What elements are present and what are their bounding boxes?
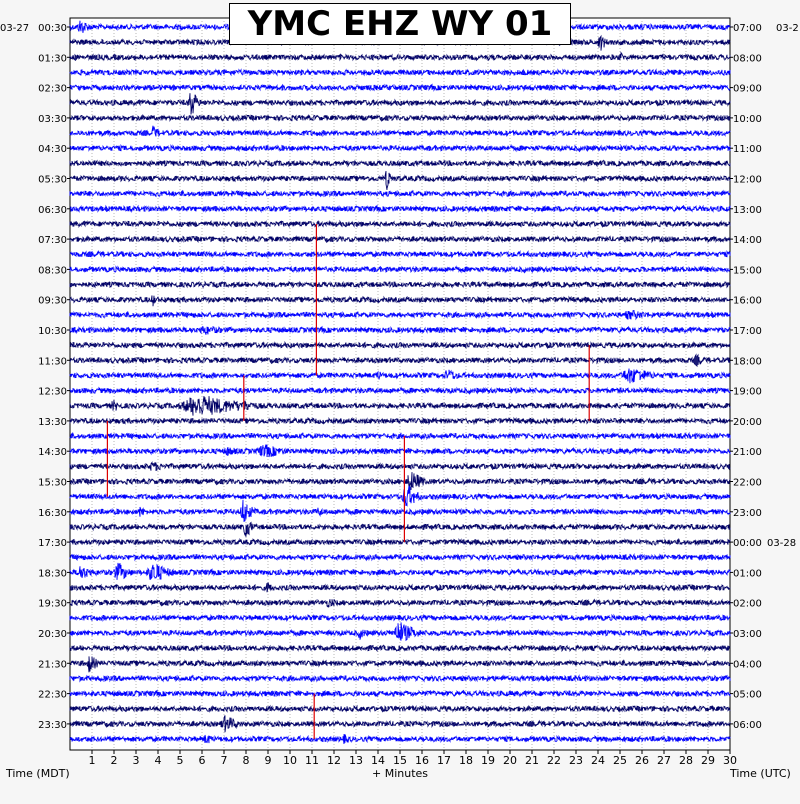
left-tick-label-20: 20:30 (38, 629, 67, 640)
x-axis-label: + Minutes (371, 767, 429, 780)
x-tick-label-10: 10 (283, 754, 297, 767)
x-tick-label-4: 4 (154, 754, 162, 767)
left-tick-label-2: 02:30 (38, 83, 67, 95)
x-tick-label-28: 28 (679, 754, 693, 767)
right-tick-label-21: 04:00 (733, 659, 762, 671)
x-tick-label-24: 24 (591, 754, 605, 767)
left-tick-label-0: 00:30 (38, 23, 67, 34)
left-tick-label-19: 19:30 (38, 598, 67, 610)
left-tick-label-18: 18:30 (38, 568, 67, 580)
right-tick-label-23: 06:00 (733, 719, 762, 731)
right-tick-label-22: 05:00 (733, 689, 762, 701)
x-tick-label-16: 16 (415, 754, 429, 767)
x-tick-label-29: 29 (701, 754, 715, 767)
right-tick-label-20: 03:00 (733, 629, 762, 640)
right-tick-label-10: 17:00 (733, 326, 762, 337)
left-tick-label-1: 01:30 (38, 53, 67, 65)
left-tick-label-3: 03:30 (38, 113, 67, 125)
x-tick-label-2: 2 (110, 754, 118, 767)
x-tick-label-27: 27 (657, 754, 671, 767)
left-tick-label-10: 10:30 (38, 326, 67, 337)
right-tick-label-15: 22:00 (733, 477, 762, 489)
right-tick-label-5: 12:00 (733, 174, 762, 186)
right-tick-label-12: 19:00 (733, 386, 762, 398)
right-tick-label-2: 09:00 (733, 83, 762, 95)
x-tick-label-1: 1 (88, 754, 96, 767)
x-tick-label-20: 20 (503, 754, 517, 767)
right-tick-label-13: 20:00 (733, 416, 762, 428)
x-tick-label-25: 25 (613, 754, 627, 767)
left-tick-label-11: 11:30 (38, 356, 67, 368)
left-tick-label-6: 06:30 (38, 204, 67, 216)
x-tick-label-12: 12 (327, 754, 341, 767)
left-tick-label-16: 16:30 (38, 507, 67, 519)
right-tick-label-7: 14:00 (733, 235, 762, 247)
left-tick-label-9: 09:30 (38, 295, 67, 307)
left-time-axis (38, 23, 70, 731)
left-tick-label-23: 23:30 (38, 719, 67, 731)
right-date-label: 03-2 (776, 23, 799, 34)
x-tick-label-5: 5 (176, 754, 184, 767)
left-tick-label-15: 15:30 (38, 477, 67, 489)
x-tick-label-11: 11 (305, 754, 319, 767)
left-tick-label-8: 08:30 (38, 265, 67, 277)
left-tick-label-4: 04:30 (38, 144, 67, 156)
x-tick-label-13: 13 (349, 754, 363, 767)
right-tick-label-0: 07:00 (733, 23, 762, 34)
right-tick-label-16: 23:00 (733, 507, 762, 519)
x-tick-label-14: 14 (371, 754, 385, 767)
right-tick-label-1: 08:00 (733, 53, 762, 65)
x-axis-ticks (89, 750, 738, 767)
right-time-axis (730, 23, 796, 731)
left-axis-caption: Time (MDT) (6, 767, 70, 780)
left-tick-label-21: 21:30 (38, 659, 67, 671)
station-title: YMC EHZ WY 01 (229, 3, 571, 45)
left-tick-label-22: 22:30 (38, 689, 67, 701)
x-tick-label-3: 3 (132, 754, 140, 767)
right-tick-label-17: 00:00 (733, 538, 762, 550)
x-tick-label-23: 23 (569, 754, 583, 767)
x-tick-label-6: 6 (198, 754, 206, 767)
left-tick-label-12: 12:30 (38, 386, 67, 398)
right-tick-label-19: 02:00 (733, 598, 762, 610)
x-tick-label-18: 18 (459, 754, 473, 767)
x-tick-label-17: 17 (437, 754, 451, 767)
left-tick-label-17: 17:30 (38, 538, 67, 550)
right-tick-label-4: 11:00 (733, 144, 762, 156)
x-tick-label-30: 30 (723, 754, 737, 767)
right-axis-caption: Time (UTC) (730, 767, 791, 780)
left-date-label: 03-27 (0, 23, 30, 34)
right-tick-label-8: 15:00 (733, 265, 762, 277)
left-tick-label-14: 14:30 (38, 447, 67, 459)
x-tick-label-19: 19 (481, 754, 495, 767)
right-tick-label-3: 10:00 (733, 113, 762, 125)
right-tick-label-6: 13:00 (733, 204, 762, 216)
right-tick-label-14: 21:00 (733, 447, 762, 459)
x-tick-label-8: 8 (242, 754, 250, 767)
x-tick-label-9: 9 (264, 754, 272, 767)
left-tick-label-7: 07:30 (38, 235, 67, 247)
left-tick-label-5: 05:30 (38, 174, 67, 186)
x-tick-label-21: 21 (525, 754, 539, 767)
right-tick-label-9: 16:00 (733, 295, 762, 307)
x-tick-label-22: 22 (547, 754, 561, 767)
left-tick-label-13: 13:30 (38, 416, 67, 428)
right-tick-label-18: 01:00 (733, 568, 762, 580)
right-tick-label-11: 18:00 (733, 356, 762, 368)
x-tick-label-26: 26 (635, 754, 649, 767)
right-midnight-date: 03-28 (767, 538, 797, 550)
x-tick-label-15: 15 (393, 754, 407, 767)
x-tick-label-7: 7 (220, 754, 228, 767)
